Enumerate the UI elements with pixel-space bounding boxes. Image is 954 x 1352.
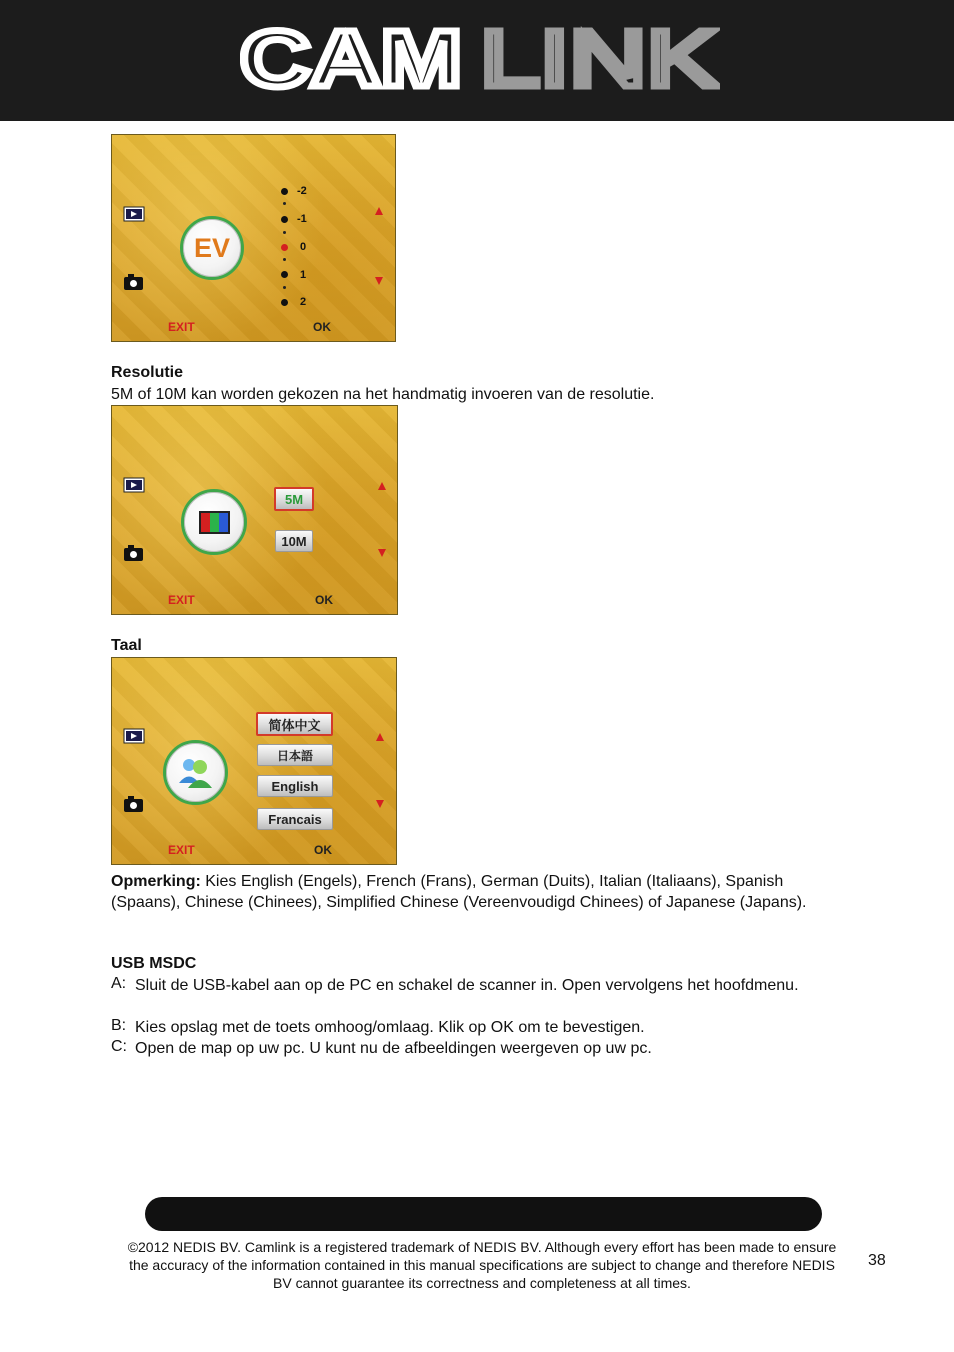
down-arrow-icon xyxy=(375,277,383,285)
down-arrow-icon xyxy=(378,549,386,557)
resolution-option-10m[interactable]: 10M xyxy=(275,530,313,552)
ev-scale-minor-dot xyxy=(283,202,286,205)
up-arrow-icon xyxy=(378,482,386,490)
footer-copyright: ©2012 NEDIS BV. Camlink is a registered trademark of NEDIS BV. Although every effort has been made to ensure the accuracy of the information contained in this manual specifications are subject to change and therefore NEDIS BV cannot guarantee its correctness and completeness at all times. xyxy=(127,1239,837,1291)
opmerking-label: Opmerking: xyxy=(111,873,201,890)
usb-msdc-heading: USB MSDC xyxy=(111,955,197,972)
usb-item-letter: C: xyxy=(111,1038,127,1055)
camera-icon xyxy=(124,274,143,290)
camera-icon xyxy=(124,545,143,561)
language-menu-screen xyxy=(111,657,397,865)
usb-item-text: Open de map op uw pc. U kunt nu de afbeeldingen weergeven op uw pc. xyxy=(135,1040,652,1057)
ev-menu-screen xyxy=(111,134,396,342)
up-arrow-icon xyxy=(376,733,384,741)
ev-scale-dot xyxy=(281,216,288,223)
ev-level-minus2[interactable]: -2 xyxy=(297,185,307,197)
camera-icon xyxy=(124,796,143,812)
playback-icon xyxy=(124,207,144,221)
ev-level-0[interactable]: 0 xyxy=(300,241,307,253)
language-exit-label[interactable]: EXIT xyxy=(168,843,195,857)
taal-heading: Taal xyxy=(111,637,142,654)
language-ok-label[interactable]: OK xyxy=(314,843,332,857)
ev-exit-label[interactable]: EXIT xyxy=(168,320,195,334)
language-option-japanese[interactable]: 日本語 xyxy=(257,744,333,766)
resolution-screen-icons xyxy=(112,406,397,614)
ev-level-minus1[interactable]: -1 xyxy=(297,213,307,225)
resolutie-text: 5M of 10M kan worden gekozen na het handmatig invoeren van de resolutie. xyxy=(111,386,655,403)
page-number: 38 xyxy=(868,1252,886,1269)
language-option-francais[interactable]: Francais xyxy=(257,808,333,830)
ev-badge: EV xyxy=(193,232,231,263)
up-arrow-icon xyxy=(375,207,383,215)
page-header xyxy=(0,0,954,121)
down-arrow-icon xyxy=(376,800,384,808)
resolution-ok-label[interactable]: OK xyxy=(315,593,333,607)
language-option-simplified-chinese[interactable]: 简体中文 xyxy=(256,712,333,736)
opmerking-text: Kies English (Engels), French (Frans), German (Duits), Italian (Italiaans), Spanish (Spaans), Chinese (Chinees), Simplified Chinese (Vereenvoudigd Chinees) of Japanese (Japans). xyxy=(111,873,807,911)
ev-circle-icon xyxy=(180,216,244,280)
ev-scale-dot xyxy=(281,271,288,278)
ev-scale-dot-selected xyxy=(281,244,288,251)
usb-item-text: Sluit de USB-kabel aan op de PC en schakel de scanner in. Open vervolgens het hoofdmenu. xyxy=(135,977,799,994)
resolution-menu-screen xyxy=(111,405,398,615)
ev-level-2[interactable]: 2 xyxy=(300,296,307,308)
resolution-circle-icon xyxy=(181,489,247,555)
logo-link: LINK xyxy=(480,24,718,92)
ev-scale-minor-dot xyxy=(283,231,286,234)
logo-cam: CAM xyxy=(240,24,462,92)
language-option-english[interactable]: English xyxy=(257,775,333,797)
resolutie-heading: Resolutie xyxy=(111,364,184,381)
color-bars-icon xyxy=(184,492,244,552)
language-screen-icons xyxy=(112,658,396,864)
playback-icon xyxy=(124,729,144,743)
usb-item-text: Kies opslag met de toets omhoog/omlaag. Klik op OK om te bevestigen. xyxy=(135,1019,645,1036)
ev-ok-label[interactable]: OK xyxy=(313,320,331,334)
opmerking-paragraph xyxy=(111,871,811,913)
users-icon xyxy=(166,743,225,802)
playback-icon xyxy=(124,478,144,492)
camlink-logo xyxy=(240,24,720,92)
usb-item-letter: B: xyxy=(111,1017,127,1034)
footer-bar xyxy=(145,1197,822,1231)
ev-level-1[interactable]: 1 xyxy=(300,269,307,281)
usb-item-letter: A: xyxy=(111,975,127,992)
resolution-exit-label[interactable]: EXIT xyxy=(168,593,195,607)
ev-scale-dot xyxy=(281,299,288,306)
ev-screen-icons xyxy=(112,135,395,341)
resolution-option-5m[interactable]: 5M xyxy=(274,487,314,511)
ev-scale-minor-dot xyxy=(283,258,286,261)
ev-scale-dot xyxy=(281,188,288,195)
ev-scale-minor-dot xyxy=(283,286,286,289)
language-circle-icon xyxy=(163,740,228,805)
